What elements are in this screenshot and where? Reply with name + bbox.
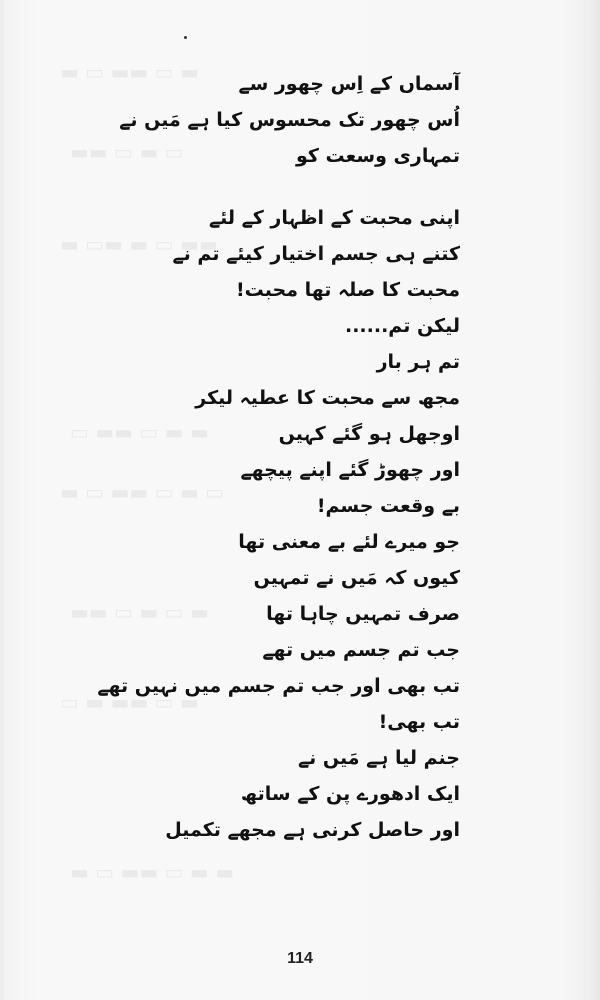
poem-line: اور حاصل کرنی ہے مجھے تکمیل (165, 819, 460, 841)
poem-line: جو میرے لئے بے معنی تھا (238, 531, 460, 553)
poem-line: صرف تمہیں چاہا تھا (266, 603, 460, 625)
bleed-through-shadow: ▭ ▬ ▬▬ ▭ ▬ (60, 690, 199, 714)
poem-line: کیوں کہ مَیں نے تمہیں (253, 567, 460, 589)
poem-line: آسماں کے اِس چھور سے (238, 73, 460, 95)
poem-line: اپنی محبت کے اظہار کے لئے (208, 207, 460, 229)
bleed-through-shadow: ▬ ▭ ▬▬ ▭ ▬ ▬ (70, 860, 235, 884)
poem-line: اور چھوڑ گئے اپنے پیچھے (240, 459, 460, 481)
bleed-through-shadow: ▬▬ ▭ ▬ ▭ (70, 140, 184, 164)
poem-line: تم ہر بار (376, 351, 460, 373)
bleed-through-shadow: ▬ ▭▬ ▬ ▭ ▬▬ (60, 232, 218, 256)
poem-line: جنم لیا ہے مَیں نے (298, 747, 460, 769)
poem-line: مجھ سے محبت کا عطیہ لیکر (195, 387, 460, 409)
poem-line: ایک ادھورے پن کے ساتھ (240, 783, 460, 805)
bleed-through-shadow: ▬ ▭ ▬▬ ▭ ▬ (60, 60, 199, 84)
poem-line: جب تم جسم میں تھے (262, 639, 460, 661)
poem-line: کتنے ہی جسم اختیار کیئے تم نے (172, 243, 460, 265)
bleed-through-shadow: ▬▬ ▭ ▬ ▭ ▬ (70, 600, 209, 624)
poem-line: تب بھی اور جب تم جسم میں نہیں تھے (97, 675, 460, 697)
poem-line: تب بھی! (378, 711, 460, 733)
ink-speck (184, 36, 187, 39)
page-number: 114 (287, 950, 313, 967)
poem-line: لیکن تم...... (345, 315, 460, 337)
stanza-1 (120, 66, 460, 174)
poem-line: اوجھل ہو گئے کہیں (278, 423, 460, 445)
bleed-through-shadow: ▭ ▬▬ ▭ ▬ ▬ (70, 420, 209, 444)
bleed-through-shadow: ▬ ▭ ▬▬ ▭ ▬ ▭ (60, 480, 225, 504)
poem-line: تمہاری وسعت کو (295, 145, 460, 167)
poem-line: محبت کا صلہ تھا محبت! (235, 279, 460, 301)
poem (97, 66, 460, 848)
poem-line: اُس چھور تک محسوس کیا ہے مَیں نے (119, 109, 460, 131)
poem-line: بے وقعت جسم! (316, 495, 460, 517)
stanza-2 (97, 200, 460, 848)
